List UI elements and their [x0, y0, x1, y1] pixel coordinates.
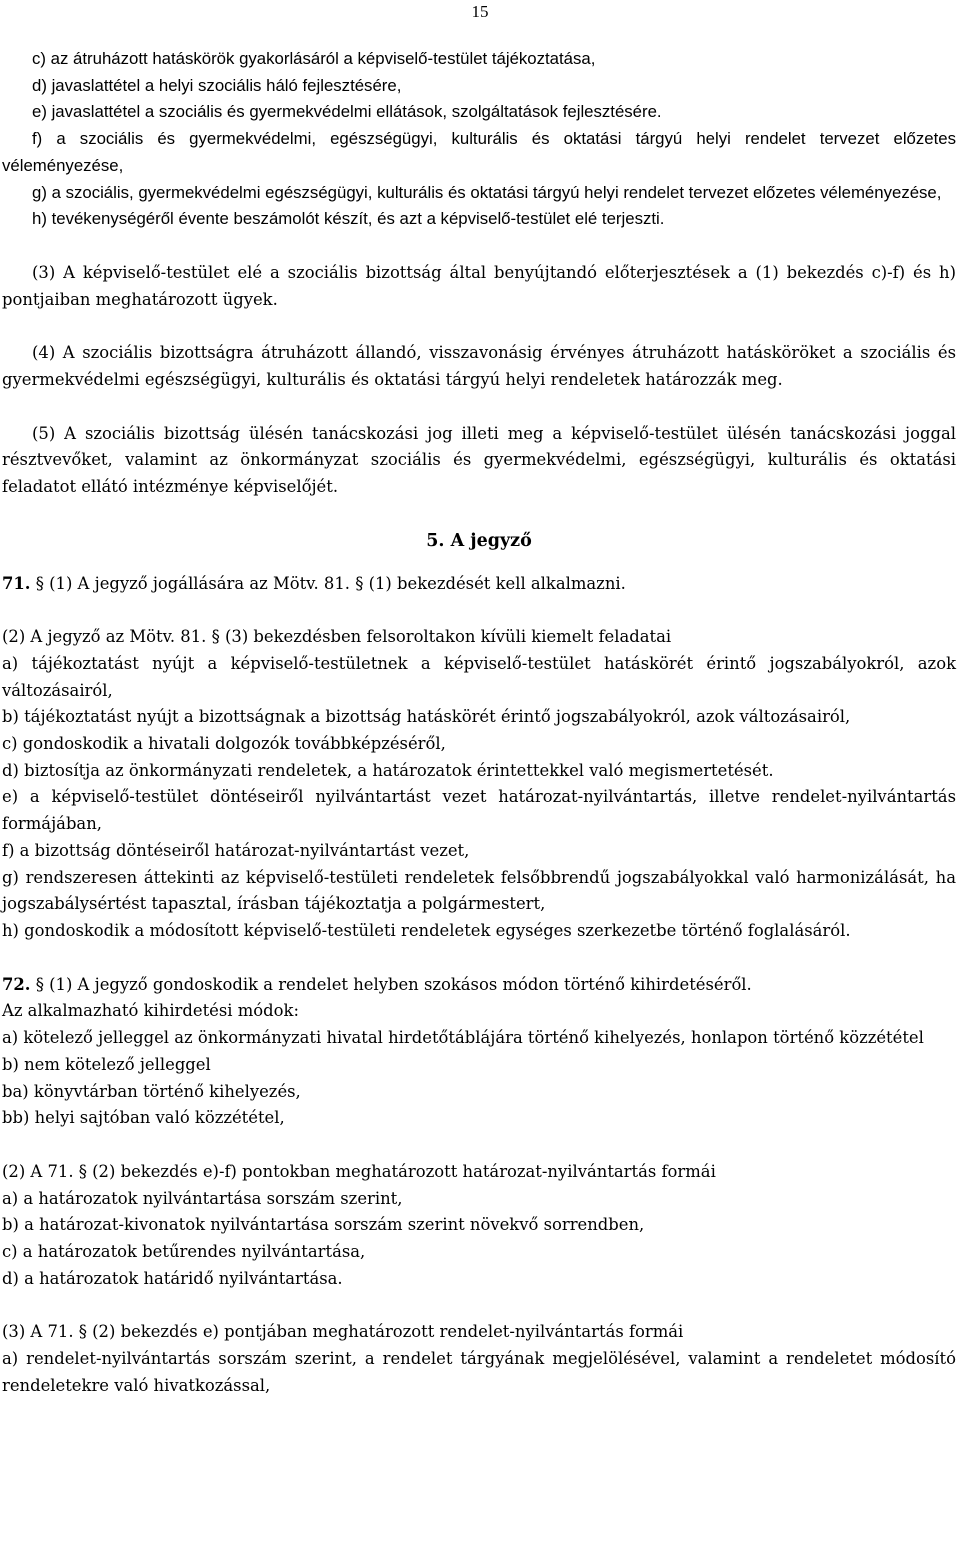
section-72-p3-item-a: a) rendelet-nyilvántartás sorszám szerint, a rendelet tárgyának megjelölésével, valamint a rendeletet módosító rendeletekre való hivatkozással, — [2, 1349, 956, 1395]
spacer — [2, 597, 956, 624]
section-72-paragraph-3: (3) A 71. § (2) bekezdés e) pontjában meghatározott rendelet-nyilvántartás formái — [2, 1322, 684, 1342]
paragraph-3: (3) A képviselő-testület elé a szociális bizottság által benyújtandó előterjesztések a (1) bekezdés c)-f) és h) pontjaiban meghatározott ügyek. — [2, 262, 956, 309]
section-71-item-f: f) a bizottság döntéseiről határozat-nyilvántartást vezet, — [2, 840, 470, 860]
section-72-p2-item-a: a) a határozatok nyilvántartása sorszám szerint, — [2, 1188, 403, 1208]
section-72-p2-item-d: d) a határozatok határidő nyilvántartása. — [2, 1268, 343, 1288]
section-71-item-d: d) biztosítja az önkormányzati rendeletek, a határozatok érintettekkel való megismertetését. — [2, 760, 774, 780]
paragraph-5: (5) A szociális bizottság ülésén tanácskozási jog illeti meg a képviselő-testület ülésén tanácskozási joggal résztvevőket, valamint az önkormányzat szociális és gyermekvédelmi, egészségügyi, kulturális és oktatási feladatot ellátó intézménye képviselőjét. — [2, 423, 956, 497]
list-item-d: d) javaslattétel a helyi szociális háló fejlesztésére, — [32, 75, 402, 95]
section-number-71: 71. — [2, 573, 31, 593]
spacer — [2, 555, 956, 571]
section-72-p2-item-b: b) a határozat-kivonatok nyilvántartása sorszám szerint növekvő sorrendben, — [2, 1215, 645, 1235]
section-71-item-c: c) gondoskodik a hivatali dolgozók továbbképzéséről, — [2, 734, 446, 754]
spacer — [2, 394, 956, 421]
list-item-g: g) a szociális, gyermekvédelmi egészségügyi, kulturális és oktatási tárgyú helyi rendelet tervezet előzetes véleményezése, — [32, 182, 942, 202]
section-heading: 5. A jegyző — [426, 530, 532, 551]
section-71-paragraph-2: (2) A jegyző az Mötv. 81. § (3) bekezdésben felsoroltakon kívüli kiemelt feladatai — [2, 627, 672, 647]
section-number-72: 72. — [2, 974, 31, 994]
section-71-item-b: b) tájékoztatást nyújt a bizottságnak a bizottság hatáskörét érintő jogszabályokról, azok változásairól, — [2, 707, 851, 727]
section-71-item-a: a) tájékoztatást nyújt a képviselő-testületnek a képviselő-testület hatáskörét érintő jogszabályokról, azok változásairól, — [2, 653, 956, 700]
list-item-c: c) az átruházott hatáskörök gyakorlásáról a képviselő-testület tájékoztatása, — [32, 49, 596, 68]
section-72-paragraph-1 — [2, 972, 956, 999]
document-body — [2, 46, 956, 1400]
section-71-item-g: g) rendszeresen áttekinti az képviselő-testületi rendeletek felsőbbrendű jogszabályokkal való harmonizálását, ha jogszabálysértést tapasztal, írásban tájékoztatja a polgármestert, — [2, 867, 956, 914]
section-71-item-h: h) gondoskodik a módosított képviselő-testületi rendeletek egységes szerkezetbe történő foglalásáról. — [2, 920, 851, 940]
spacer — [2, 313, 956, 340]
section-72-modes: Az alkalmazható kihirdetési módok: — [2, 1001, 299, 1021]
section-72-p2-item-c: c) a határozatok betűrendes nyilvántartása, — [2, 1242, 366, 1262]
section-71-text: § (1) A jegyző jogállására az Mötv. 81. § (1) bekezdését kell alkalmazni. — [30, 573, 626, 593]
list-item-e: e) javaslattétel a szociális és gyermekvédelmi ellátások, szolgáltatások fejlesztésére. — [32, 102, 662, 122]
list-item-h: h) tevékenységéről évente beszámolót készít, és azt a képviselő-testület elé terjeszti. — [32, 209, 665, 229]
section-71-paragraph-1 — [2, 571, 956, 598]
spacer — [2, 945, 956, 972]
section-committee-tasks — [2, 46, 956, 233]
section-72-item-bb: bb) helyi sajtóban való közzététel, — [2, 1108, 285, 1128]
section-72-item-b: b) nem kötelező jelleggel — [2, 1054, 211, 1074]
section-72-item-ba: ba) könyvtárban történő kihelyezés, — [2, 1081, 301, 1101]
section-72-text: § (1) A jegyző gondoskodik a rendelet helyben szokásos módon történő kihirdetéséről. — [30, 974, 752, 994]
section-72-item-a: a) kötelező jelleggel az önkormányzati hivatal hirdetőtáblájára történő kihelyezés, honlapon történő közzététel — [2, 1028, 924, 1048]
section-72-paragraph-2: (2) A 71. § (2) bekezdés e)-f) pontokban meghatározott határozat-nyilvántartás formái — [2, 1161, 716, 1181]
paragraph-4: (4) A szociális bizottságra átruházott állandó, visszavonásig érvényes átruházott hatásköröket a szociális és gyermekvédelmi egészségügyi, kulturális és oktatási tárgyú helyi rendeletek határozzák meg. — [2, 343, 956, 390]
list-item-f: f) a szociális és gyermekvédelmi, egészségügyi, kulturális és oktatási tárgyú helyi rendelet tervezet előzetes véleményezése, — [2, 129, 956, 175]
section-71-item-e: e) a képviselő-testület döntéseiről nyilvántartást vezet határozat-nyilvántartás, illetve rendelet-nyilvántartás formájában, — [2, 787, 956, 834]
spacer — [2, 233, 956, 260]
page-number: 15 — [471, 2, 489, 21]
spacer — [2, 1292, 956, 1319]
spacer — [2, 1132, 956, 1159]
spacer — [2, 501, 956, 528]
